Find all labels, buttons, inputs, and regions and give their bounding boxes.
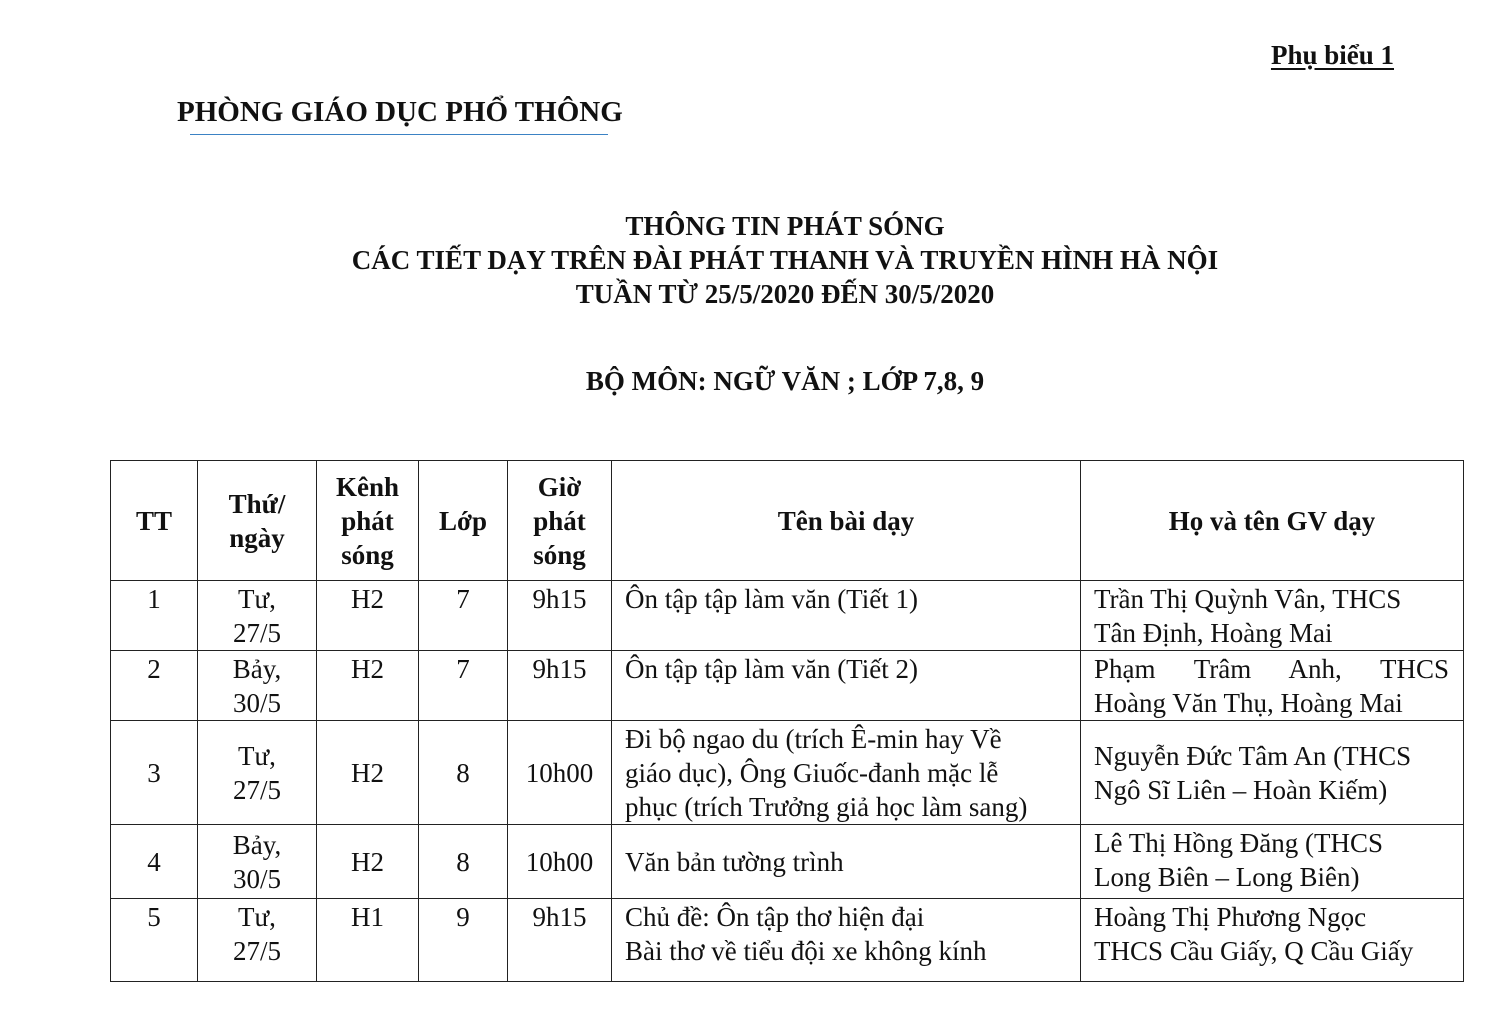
department-underline [190,134,608,135]
cell-teacher: Hoàng Thị Phương Ngọc THCS Cầu Giấy, Q Cầu Giấy [1081,899,1464,982]
appendix-label: Phụ biểu 1 [1270,40,1394,70]
cell-grade: 7 [419,581,508,651]
cell-day: Bảy, 30/5 [198,651,317,721]
column-header-day: Thứ/ ngày [198,461,317,581]
table-row [111,651,1464,721]
cell-lesson: Ôn tập tập làm văn (Tiết 1) [612,581,1081,651]
cell-lesson: Văn bản tường trình [612,825,1081,899]
table-row [111,899,1464,982]
column-header-time: Giờ phát sóng [508,461,612,581]
column-header-teacher: Họ và tên GV dạy [1081,461,1464,581]
table-row [111,581,1464,651]
cell-time: 9h15 [508,581,612,651]
broadcast-schedule-table [110,460,1464,982]
cell-time: 9h15 [508,651,612,721]
document-title [0,209,1500,311]
cell-grade: 7 [419,651,508,721]
column-header-lesson: Tên bài dạy [612,461,1081,581]
cell-time: 10h00 [508,721,612,825]
cell-lesson: Ôn tập tập làm văn (Tiết 2) [612,651,1081,721]
subject-line: BỘ MÔN: NGỮ VĂN ; LỚP 7,8, 9 [585,366,985,396]
column-header-grade: Lớp [419,461,508,581]
cell-channel: H2 [317,825,419,899]
cell-tt: 5 [111,899,198,982]
cell-teacher: Trần Thị Quỳnh Vân, THCS Tân Định, Hoàng Mai [1081,581,1464,651]
cell-channel: H1 [317,899,419,982]
title-line-3: TUẦN TỪ 25/5/2020 ĐẾN 30/5/2020 [575,279,995,309]
title-line-2: CÁC TIẾT DẠY TRÊN ĐÀI PHÁT THANH VÀ TRUYỀN HÌNH HÀ NỘI [351,245,1219,275]
table-row [111,825,1464,899]
cell-time: 10h00 [508,825,612,899]
cell-day: Tư, 27/5 [198,721,317,825]
cell-grade: 8 [419,721,508,825]
cell-time: 9h15 [508,899,612,982]
column-header-tt: TT [111,461,198,581]
cell-grade: 8 [419,825,508,899]
cell-tt: 4 [111,825,198,899]
cell-teacher: Lê Thị Hồng Đăng (THCS Long Biên – Long Biên) [1081,825,1464,899]
cell-tt: 3 [111,721,198,825]
cell-day: Tư, 27/5 [198,581,317,651]
title-line-1: THÔNG TIN PHÁT SÓNG [625,211,945,241]
cell-lesson: Đi bộ ngao du (trích Ê-min hay Về giáo dục), Ông Giuốc-đanh mặc lễ phục (trích Trưởng giả học làm sang) [612,721,1081,825]
cell-tt: 2 [111,651,198,721]
cell-channel: H2 [317,581,419,651]
table-row [111,721,1464,825]
cell-day: Bảy, 30/5 [198,825,317,899]
cell-tt: 1 [111,581,198,651]
cell-teacher: Nguyễn Đức Tâm An (THCS Ngô Sĩ Liên – Hoàn Kiếm) [1081,721,1464,825]
column-header-channel: Kênh phát sóng [317,461,419,581]
cell-channel: H2 [317,721,419,825]
cell-channel: H2 [317,651,419,721]
department-name: PHÒNG GIÁO DỤC PHỔ THÔNG [177,96,623,128]
cell-grade: 9 [419,899,508,982]
cell-teacher: Phạm Trâm Anh, THCS Hoàng Văn Thụ, Hoàng Mai [1081,651,1464,721]
cell-lesson: Chủ đề: Ôn tập thơ hiện đại Bài thơ về tiểu đội xe không kính [612,899,1081,982]
table-header-row [111,461,1464,581]
cell-day: Tư, 27/5 [198,899,317,982]
